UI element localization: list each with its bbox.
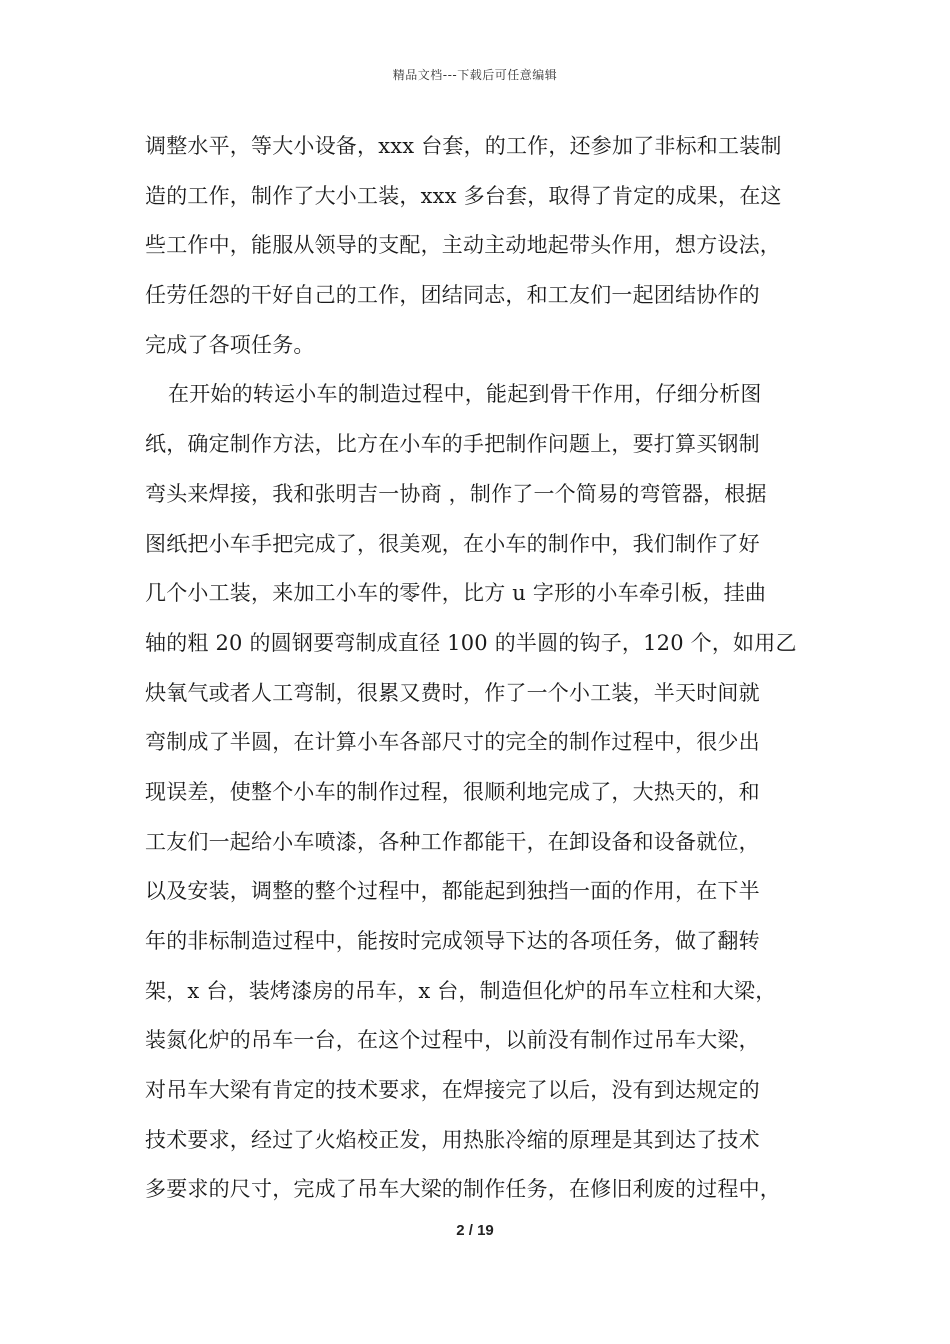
text-line: 技术要求，经过了火焰校正发，用热胀冷缩的原理是其到达了技术 — [145, 1127, 760, 1152]
text-line: 现误差，使整个小车的制作过程，很顺利地完成了，大热天的，和 — [145, 779, 760, 804]
text-line: 弯制成了半圆，在计算小车各部尺寸的完全的制作过程中，很少出 — [145, 730, 760, 755]
text-line: 造的工作，制作了大小工装，xxx 多台套，取得了肯定的成果，在这 — [145, 183, 782, 208]
body-text — [145, 128, 825, 1221]
text-line: 完成了各项任务。 — [145, 332, 315, 357]
text-line: 多要求的尺寸，完成了吊车大梁的制作任务，在修旧利废的过程中， — [145, 1177, 781, 1202]
text-line: 年的非标制造过程中，能按时完成领导下达的各项任务，做了翻转 — [145, 929, 760, 953]
text-line: 以及安装，调整的整个过程中，都能起到独挡一面的作用，在下半 — [145, 879, 760, 904]
page-header: 精品文档---下载后可任意编辑 — [392, 68, 558, 82]
text-line: 弯头来焊接，我和张明吉一协商 ，制作了一个简易的弯管器，根据 — [145, 481, 767, 506]
text-line: 装氮化炉的吊车一台，在这个过程中，以前没有制作过吊车大梁， — [145, 1028, 760, 1053]
text-line: 调整水平，等大小设备，xxx 台套，的工作，还参加了非标和工装制 — [145, 134, 782, 158]
text-line: 图纸把小车手把完成了，很美观，在小车的制作中，我们制作了好 — [145, 531, 760, 556]
text-line: 对吊车大梁有肯定的技术要求，在焊接完了以后，没有到达规定的 — [145, 1078, 760, 1103]
text-line: 几个小工装，来加工小车的零件，比方 u 字形的小车牵引板，挂曲 — [145, 581, 767, 606]
text-line: 些工作中，能服从领导的支配，主动主动地起带头作用，想方设法， — [145, 233, 781, 258]
text-line: 架，x 台，装烤漆房的吊车，x 台，制造但化炉的吊车立柱和大梁， — [145, 978, 777, 1003]
paragraph-start-line: 在开始的转运小车的制造过程中，能起到骨干作用，仔细分析图 — [168, 382, 762, 407]
text-line: 炔氧气或者人工弯制，很累又费时，作了一个小工装，半天时间就 — [145, 680, 760, 705]
text-line: 纸，确定制作方法，比方在小车的手把制作问题上，要打算买钢制 — [145, 432, 760, 457]
page-number: 2 / 19 — [456, 1222, 494, 1239]
text-line: 轴的粗 20 的圆钢要弯制成直径 100 的半圆的钩子，120 个，如用乙 — [145, 630, 797, 655]
text-line: 工友们一起给小车喷漆，各种工作都能干，在卸设备和设备就位， — [145, 829, 760, 854]
text-line: 任劳任怨的干好自己的工作，团结同志，和工友们一起团结协作的 — [145, 283, 760, 308]
